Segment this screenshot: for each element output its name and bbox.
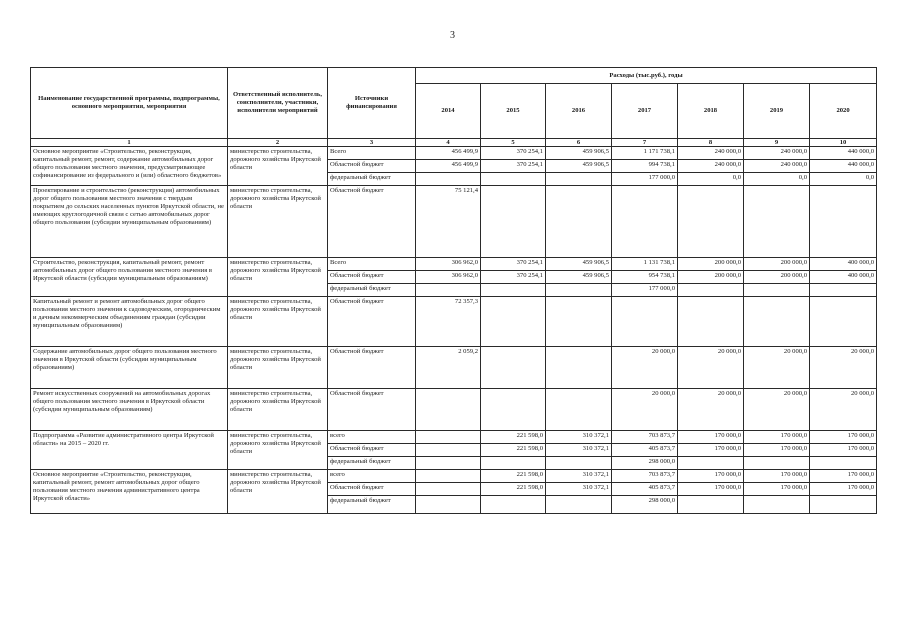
funding-source: Областной бюджет <box>328 186 416 258</box>
expense-value <box>744 186 810 258</box>
expense-value <box>744 297 810 347</box>
expense-value <box>744 284 810 297</box>
table-row <box>31 389 877 431</box>
funding-source: Областной бюджет <box>328 389 416 431</box>
expense-value: 456 499,9 <box>416 160 481 173</box>
header-index-cell: 7 <box>612 139 678 147</box>
expense-value: 200 000,0 <box>678 271 744 284</box>
expense-value: 1 171 738,1 <box>612 147 678 160</box>
measure-name: Подпрограмма «Развитие административного центра Иркутской области» на 2015 – 2020 гг. <box>31 431 228 470</box>
funding-source: федеральный бюджет <box>328 496 416 514</box>
funding-source: Областной бюджет <box>328 297 416 347</box>
expense-value <box>546 186 612 258</box>
header-year: 2018 <box>678 84 744 139</box>
funding-source: Всего <box>328 147 416 160</box>
expense-value: 310 372,1 <box>546 483 612 496</box>
measure-executor: министерство строительства, дорожного хозяйства Иркутской области <box>228 297 328 347</box>
expense-value: 954 738,1 <box>612 271 678 284</box>
expense-value: 20 000,0 <box>612 347 678 389</box>
expense-value: 72 357,3 <box>416 297 481 347</box>
header-index-cell: 10 <box>810 139 877 147</box>
table-row <box>31 297 877 347</box>
funding-source: всего <box>328 431 416 444</box>
expense-value: 405 873,7 <box>612 444 678 457</box>
measure-name: Основное мероприятие «Строительство, реконструкция, капитальный ремонт, ремонт автомобильных дорог общего пользования местного значения административного центра Иркутской области» <box>31 470 228 514</box>
expense-value: 200 000,0 <box>744 271 810 284</box>
expense-value: 177 000,0 <box>612 173 678 186</box>
expense-value <box>810 496 877 514</box>
measure-name: Основное мероприятие «Строительство, реконструкция, капитальный ремонт, ремонт, содержание автомобильных дорог общего пользования местного значения, предусматривающее софинансирование из федерального и (или) областного бюджетов» <box>31 147 228 186</box>
measure-name: Ремонт искусственных сооружений на автомобильных дорогах общего пользования местного значения в Иркутской области (субсидии муниципальным образованиям) <box>31 389 228 431</box>
expense-value: 298 000,0 <box>612 457 678 470</box>
expense-value: 459 906,5 <box>546 160 612 173</box>
measure-executor: министерство строительства, дорожного хозяйства Иркутской области <box>228 389 328 431</box>
table-row <box>31 258 877 271</box>
expense-value: 440 000,0 <box>810 147 877 160</box>
expense-value: 405 873,7 <box>612 483 678 496</box>
expense-value <box>416 389 481 431</box>
expense-value: 310 372,1 <box>546 444 612 457</box>
expense-value <box>678 457 744 470</box>
expense-value: 306 962,0 <box>416 271 481 284</box>
expense-value <box>678 297 744 347</box>
expense-value: 170 000,0 <box>678 444 744 457</box>
expense-value <box>416 284 481 297</box>
expense-value: 459 906,5 <box>546 271 612 284</box>
expense-value: 170 000,0 <box>744 470 810 483</box>
expense-value <box>416 470 481 483</box>
expense-value: 456 499,9 <box>416 147 481 160</box>
header-year: 2017 <box>612 84 678 139</box>
expense-value <box>546 173 612 186</box>
expense-value: 170 000,0 <box>744 444 810 457</box>
expense-value: 221 598,0 <box>481 470 546 483</box>
expense-value: 310 372,1 <box>546 431 612 444</box>
expense-value: 170 000,0 <box>744 483 810 496</box>
expense-value: 1 131 738,1 <box>612 258 678 271</box>
expense-value: 370 254,1 <box>481 258 546 271</box>
expense-value <box>612 186 678 258</box>
expense-value <box>481 173 546 186</box>
expense-value <box>744 496 810 514</box>
expense-value <box>416 483 481 496</box>
table-row <box>31 470 877 483</box>
expense-value <box>612 297 678 347</box>
expense-value: 310 372,1 <box>546 470 612 483</box>
table-row <box>31 147 877 160</box>
header-year: 2015 <box>481 84 546 139</box>
measure-name: Строительство, реконструкция, капитальный ремонт, ремонт автомобильных дорог общего пользования местного значения в Иркутской области (субсидии муниципальным образованиям) <box>31 258 228 297</box>
expense-value <box>481 457 546 470</box>
expense-value: 221 598,0 <box>481 431 546 444</box>
header-index-cell: 8 <box>678 139 744 147</box>
header-executor: Ответственный исполнитель, соисполнители, участники, исполнители мероприятий <box>228 68 328 139</box>
expense-value <box>416 444 481 457</box>
expense-value: 0,0 <box>744 173 810 186</box>
expense-value <box>546 457 612 470</box>
expense-value: 2 059,2 <box>416 347 481 389</box>
expense-value: 221 598,0 <box>481 444 546 457</box>
expense-value: 240 000,0 <box>678 147 744 160</box>
expense-value: 20 000,0 <box>678 389 744 431</box>
expense-value <box>678 284 744 297</box>
expense-value: 994 738,1 <box>612 160 678 173</box>
expense-value: 75 121,4 <box>416 186 481 258</box>
expense-value: 240 000,0 <box>744 147 810 160</box>
funding-source: Областной бюджет <box>328 347 416 389</box>
expense-value: 0,0 <box>810 173 877 186</box>
expense-value <box>416 496 481 514</box>
expense-value: 170 000,0 <box>744 431 810 444</box>
expense-value: 703 873,7 <box>612 431 678 444</box>
measure-executor: министерство строительства, дорожного хозяйства Иркутской области <box>228 258 328 297</box>
header-expenses: Расходы (тыс.руб.), годы <box>416 68 877 84</box>
expense-value <box>810 284 877 297</box>
expense-value: 20 000,0 <box>810 347 877 389</box>
measure-executor: министерство строительства, дорожного хозяйства Иркутской области <box>228 470 328 514</box>
expense-value <box>416 457 481 470</box>
funding-source: Областной бюджет <box>328 483 416 496</box>
header-year: 2016 <box>546 84 612 139</box>
expense-value <box>546 389 612 431</box>
measure-executor: министерство строительства, дорожного хозяйства Иркутской области <box>228 431 328 470</box>
expense-value: 370 254,1 <box>481 147 546 160</box>
expense-value <box>678 496 744 514</box>
funding-source: Областной бюджет <box>328 160 416 173</box>
expense-value <box>810 186 877 258</box>
expense-value: 400 000,0 <box>810 258 877 271</box>
expense-value: 20 000,0 <box>744 389 810 431</box>
funding-source: федеральный бюджет <box>328 173 416 186</box>
expense-value <box>810 457 877 470</box>
header-index-cell: 6 <box>546 139 612 147</box>
header-year: 2020 <box>810 84 877 139</box>
funding-source: Всего <box>328 258 416 271</box>
expense-value: 240 000,0 <box>744 160 810 173</box>
funding-source: Областной бюджет <box>328 444 416 457</box>
expense-value: 459 906,5 <box>546 258 612 271</box>
expense-value: 20 000,0 <box>612 389 678 431</box>
budget-table-body <box>31 147 877 514</box>
expense-value <box>481 186 546 258</box>
expense-value <box>481 389 546 431</box>
header-index-cell: 2 <box>228 139 328 147</box>
expense-value: 459 906,5 <box>546 147 612 160</box>
expense-value: 306 962,0 <box>416 258 481 271</box>
header-index-row <box>31 139 877 147</box>
expense-value <box>481 496 546 514</box>
expense-value: 0,0 <box>678 173 744 186</box>
expense-value <box>678 186 744 258</box>
table-row <box>31 347 877 389</box>
header-index-cell: 4 <box>416 139 481 147</box>
expense-value: 440 000,0 <box>810 160 877 173</box>
header-year: 2014 <box>416 84 481 139</box>
header-source: Источники финансирования <box>328 68 416 139</box>
expense-value: 170 000,0 <box>678 431 744 444</box>
measure-executor: министерство строительства, дорожного хозяйства Иркутской области <box>228 147 328 186</box>
expense-value: 170 000,0 <box>810 470 877 483</box>
expense-value <box>546 496 612 514</box>
expense-value <box>481 297 546 347</box>
expense-value: 200 000,0 <box>678 258 744 271</box>
expense-value: 221 598,0 <box>481 483 546 496</box>
header-name: Наименование государственной программы, подпрограммы, основного мероприятия, мероприятия <box>31 68 228 139</box>
measure-name: Капитальный ремонт и ремонт автомобильных дорог общего пользования местного значения к садоводческим, огородническим и дачным некоммерческим объединениям граждан (субсидии муниципальным образованиям) <box>31 297 228 347</box>
expense-value: 400 000,0 <box>810 271 877 284</box>
expense-value: 20 000,0 <box>678 347 744 389</box>
funding-source: федеральный бюджет <box>328 457 416 470</box>
expense-value <box>546 297 612 347</box>
table-row <box>31 431 877 444</box>
expense-value: 170 000,0 <box>678 470 744 483</box>
funding-source: всего <box>328 470 416 483</box>
expense-value: 170 000,0 <box>678 483 744 496</box>
expense-value: 177 000,0 <box>612 284 678 297</box>
expense-value: 170 000,0 <box>810 431 877 444</box>
expense-value: 370 254,1 <box>481 271 546 284</box>
measure-executor: министерство строительства, дорожного хозяйства Иркутской области <box>228 347 328 389</box>
expense-value <box>481 284 546 297</box>
expense-value <box>546 347 612 389</box>
table-row <box>31 186 877 258</box>
header-index-cell: 5 <box>481 139 546 147</box>
funding-source: Областной бюджет <box>328 271 416 284</box>
measure-name: Проектирование и строительство (реконструкция) автомобильных дорог общего пользования местного значения с твердым покрытием до сельских населенных пунктов Иркутской области, не имеющих круглогодичной связи с сетью автомобильных дорог общего пользования (субсидии муниципальным образованиям) <box>31 186 228 258</box>
expense-value: 170 000,0 <box>810 444 877 457</box>
expense-value: 240 000,0 <box>678 160 744 173</box>
measure-executor: министерство строительства, дорожного хозяйства Иркутской области <box>228 186 328 258</box>
funding-source: федеральный бюджет <box>328 284 416 297</box>
header-index-cell: 3 <box>328 139 416 147</box>
expense-value: 703 873,7 <box>612 470 678 483</box>
header-year: 2019 <box>744 84 810 139</box>
expense-value <box>810 297 877 347</box>
expense-value <box>416 431 481 444</box>
page-number: 3 <box>450 30 455 41</box>
header-index-cell: 1 <box>31 139 228 147</box>
expense-value: 298 000,0 <box>612 496 678 514</box>
expense-value <box>744 457 810 470</box>
header-index-cell: 9 <box>744 139 810 147</box>
expense-value: 20 000,0 <box>744 347 810 389</box>
expense-value <box>416 173 481 186</box>
measure-name: Содержание автомобильных дорог общего пользования местного значения в Иркутской области (субсидии муниципальным образованиям) <box>31 347 228 389</box>
budget-table <box>30 67 877 514</box>
expense-value <box>481 347 546 389</box>
expense-value <box>546 284 612 297</box>
expense-value: 20 000,0 <box>810 389 877 431</box>
expense-value: 200 000,0 <box>744 258 810 271</box>
expense-value: 170 000,0 <box>810 483 877 496</box>
expense-value: 370 254,1 <box>481 160 546 173</box>
